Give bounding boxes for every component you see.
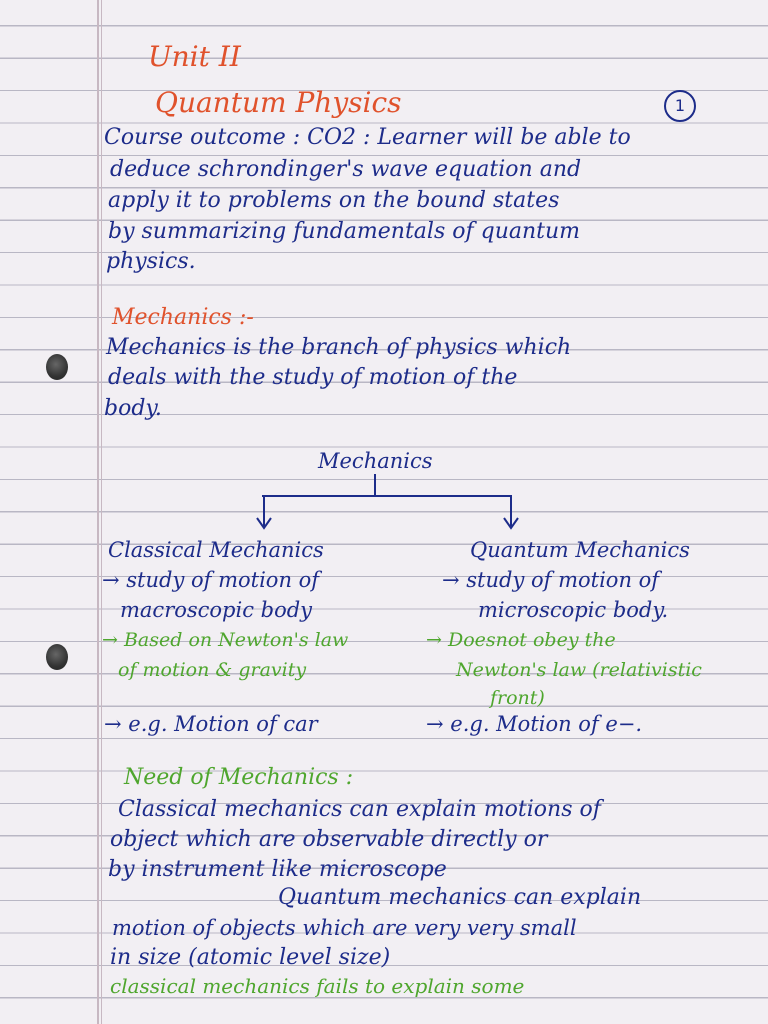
classical-point-1: → study of motion of	[102, 568, 320, 592]
diagram-root-label: Mechanics	[318, 449, 433, 473]
need-line-4: Quantum mechanics can explain	[278, 885, 642, 910]
quantum-example: → e.g. Motion of e−.	[426, 712, 643, 736]
need-line-3: by instrument like microscope	[108, 857, 447, 882]
unit-title: Unit II	[148, 40, 241, 73]
course-outcome-line-5: physics.	[106, 249, 196, 274]
classical-heading: Classical Mechanics	[108, 538, 324, 562]
quantum-point-2-end: front)	[490, 687, 545, 709]
course-outcome-line-3: apply it to problems on the bound states	[108, 188, 560, 213]
need-line-1: Classical mechanics can explain motions of	[118, 797, 601, 822]
page-number: 1	[664, 90, 696, 122]
mechanics-line-2: deals with the study of motion of the	[108, 365, 518, 390]
classical-point-1-cont: macroscopic body	[120, 598, 313, 622]
quantum-point-1: → study of motion of	[442, 568, 660, 592]
course-outcome-line-4: by summarizing fundamentals of quantum	[108, 219, 581, 244]
topic-title: Quantum Physics	[155, 86, 402, 119]
mechanics-line-1: Mechanics is the branch of physics which	[106, 335, 572, 360]
quantum-point-2-cont: Newton's law (relativistic	[456, 659, 702, 681]
quantum-point-1-cont: microscopic body.	[478, 598, 669, 622]
classical-point-2: → Based on Newton's law	[102, 629, 349, 651]
course-outcome-line-1: Course outcome : CO2 : Learner will be able to	[104, 125, 631, 150]
quantum-point-2: → Doesnot obey the	[426, 629, 616, 651]
need-line-6: in size (atomic level size)	[110, 945, 391, 970]
mechanics-line-3: body.	[104, 396, 162, 421]
classical-point-2-cont: of motion & gravity	[118, 659, 307, 681]
need-line-2: object which are observable directly or	[110, 827, 548, 852]
course-outcome-line-2: deduce schrondinger's wave equation and	[110, 157, 582, 182]
mechanics-heading: Mechanics :-	[112, 305, 254, 330]
quantum-heading: Quantum Mechanics	[470, 538, 690, 562]
classical-example: → e.g. Motion of car	[104, 712, 318, 736]
need-line-7: classical mechanics fails to explain some	[110, 974, 525, 998]
need-heading: Need of Mechanics :	[124, 765, 354, 790]
need-line-5: motion of objects which are very very small	[112, 916, 577, 940]
